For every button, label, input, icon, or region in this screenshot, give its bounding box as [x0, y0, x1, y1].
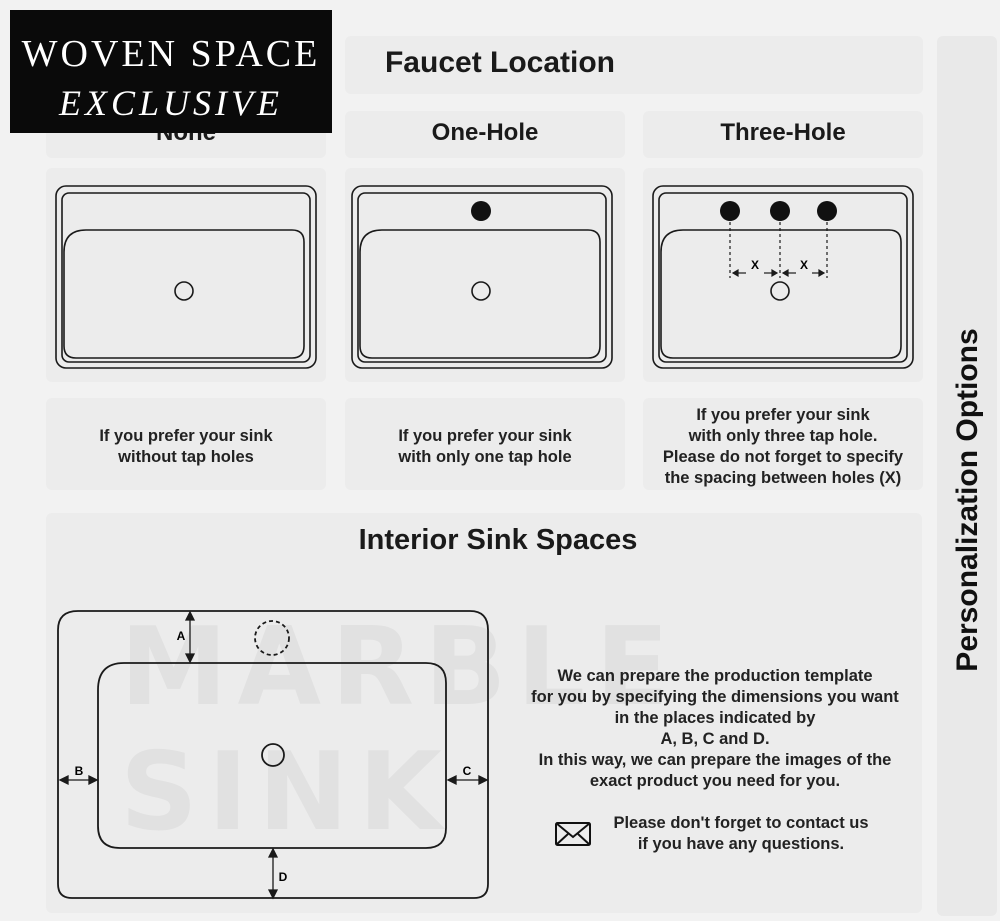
personalization-options-label: Personalization Options — [951, 328, 984, 672]
one-hole-drain-icon — [472, 282, 490, 300]
spacing-arrows — [733, 270, 824, 276]
contact-text: Please don't forget to contact us if you have any questions. — [613, 814, 869, 853]
spacing-label-1: X — [750, 258, 760, 272]
one-hole-title: One-Hole — [431, 119, 539, 146]
dimension-d-label: D — [278, 870, 288, 884]
faucet-position-icon — [255, 621, 289, 655]
three-hole-title: Three-Hole — [720, 119, 846, 146]
interior-sink-spaces-title: Interior Sink Spaces — [358, 524, 638, 556]
one-hole-description: If you prefer your sink with only one tap hole — [398, 427, 572, 466]
faucet-location-title: Faucet Location — [384, 46, 616, 79]
dimension-a-label: A — [176, 629, 186, 643]
three-hole-description: If you prefer your sink with only three tap hole. Please do not forget to specify the spacing between holes (X) — [662, 406, 904, 487]
three-hole-drain-icon — [771, 282, 789, 300]
dimension-b-label: B — [74, 764, 84, 778]
tap-hole-icon — [471, 201, 491, 221]
none-drain-icon — [175, 282, 193, 300]
none-sink-drawing — [56, 186, 316, 368]
none-description: If you prefer your sink without tap holes — [99, 427, 273, 466]
brand-line-1: WOVEN SPACE — [21, 33, 321, 75]
brand-logo — [10, 10, 332, 133]
three-tap-holes — [720, 201, 837, 221]
template-info-text: We can prepare the production template for you by specifying the dimensions you want in the places indicated by A, B, C and D. In this way, we can prepare the images of the exact product you need for you. — [531, 667, 899, 790]
brand-line-2: EXCLUSIVE — [59, 83, 283, 123]
envelope-icon — [556, 823, 590, 845]
interior-drain-icon — [262, 744, 284, 766]
dimension-c-label: C — [462, 764, 472, 778]
spacing-label-2: X — [799, 258, 809, 272]
